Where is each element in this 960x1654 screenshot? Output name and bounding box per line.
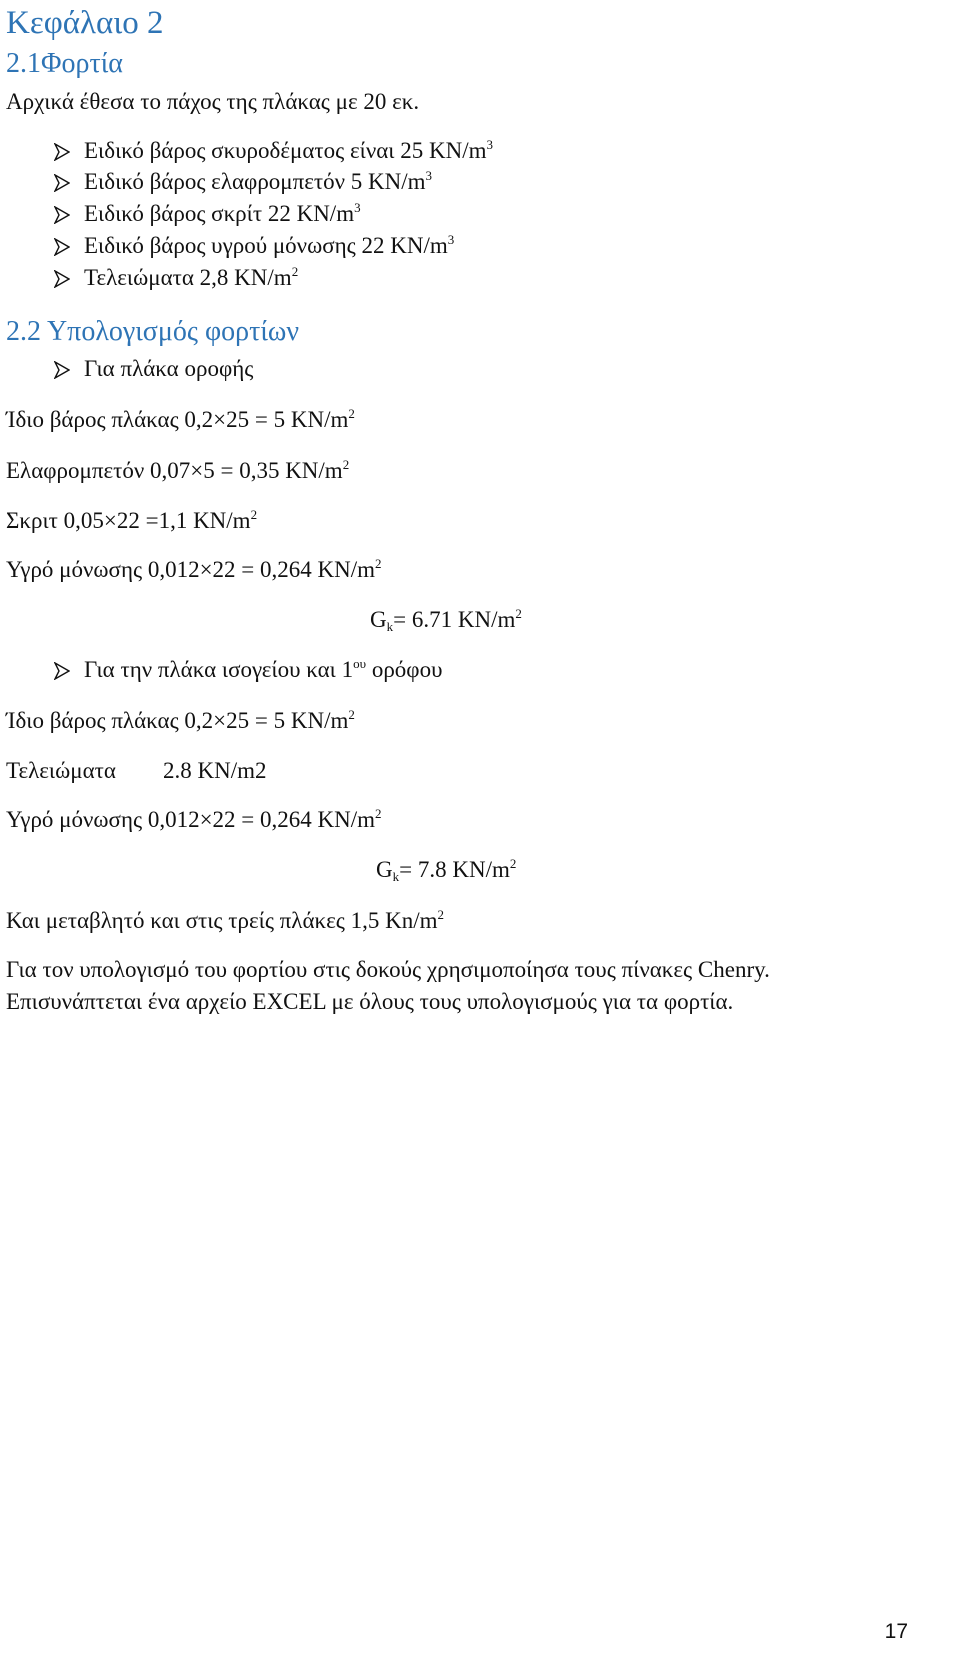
closing-paragraph-line-1: Για τον υπολογισμό του φορτίου στις δοκούς χρησιμοποίησα τους πίνακες Chenry.: [6, 957, 770, 982]
bullet-floor-slabs: Για την πλάκα ισογείου και $1^{o\upsilon}$ ορόφου: [84, 656, 443, 682]
arrowhead-bullet-icon: [54, 361, 70, 379]
arrowhead-bullet-icon: [54, 206, 70, 224]
arrowhead-bullet-icon: [54, 238, 70, 256]
arrowhead-bullet-icon: [54, 270, 70, 288]
bullet-waterproofing: Ειδικό βάρος υγρού μόνωσης 22 $KN/m^3$: [84, 232, 455, 258]
roof-lightweight-concrete: Ελαφρομπετόν 0,07×5 = 0,35 $KN/m^2$: [6, 457, 350, 483]
floor-finishes-value: 2.8 KN/m2: [163, 758, 267, 783]
section-title-calculation: 2.2 Υπολογισμός φορτίων: [6, 316, 300, 347]
bullet-screed: Ειδικό βάρος σκρίτ 22 $KN/m^3$: [84, 200, 361, 226]
arrowhead-bullet-icon: [54, 174, 70, 192]
section-title-loads: 2.1Φορτία: [6, 48, 123, 79]
bullet-finishes: Τελειώματα 2,8 $KN/m^2$: [84, 264, 299, 290]
bullet-roof-slab: Για πλάκα οροφής: [84, 356, 254, 381]
arrowhead-bullet-icon: [54, 662, 70, 680]
chapter-heading: Κεφάλαιο 2: [6, 5, 164, 41]
roof-waterproofing: Υγρό μόνωσης 0,012×22 = 0,264 $KN/m^2$: [6, 556, 382, 582]
bullet-concrete-weight: Ειδικό βάρος σκυροδέματος είναι 25 $KN/m^3$: [84, 137, 493, 163]
floor-total-load: $G_k= 7.8$ $KN/m^2$: [376, 856, 517, 884]
live-load-line: Και μεταβλητό και στις τρείς πλάκες 1,5 $Kn/m^2$: [6, 907, 444, 933]
bullet-lightweight-concrete: Ειδικό βάρος ελαφρομπετόν 5 $KN/m^3$: [84, 168, 433, 194]
roof-total-load: $G_k= 6.71$ $KN/m^2$: [370, 606, 522, 634]
intro-text: Αρχικά έθεσα το πάχος της πλάκας με 20 εκ.: [6, 89, 420, 114]
page-number: 17: [884, 1620, 908, 1643]
floor-self-weight: Ίδιο βάρος πλάκας 0,2×25 = 5 $KN/m^2$: [6, 707, 355, 733]
floor-finishes-label: Τελειώματα: [6, 758, 116, 783]
floor-waterproofing: Υγρό μόνωσης 0,012×22 = 0,264 $KN/m^2$: [6, 806, 382, 832]
arrowhead-bullet-icon: [54, 143, 70, 161]
roof-self-weight: Ίδιο βάρος πλάκας 0,2×25 = 5 $KN/m^2$: [6, 406, 355, 432]
closing-paragraph-line-2: Επισυνάπτεται ένα αρχείο EXCEL με όλους τους υπολογισμούς για τα φορτία.: [6, 989, 734, 1014]
roof-screed: Σκριτ 0,05×22 =1,1 $KN/m^2$: [6, 507, 258, 533]
